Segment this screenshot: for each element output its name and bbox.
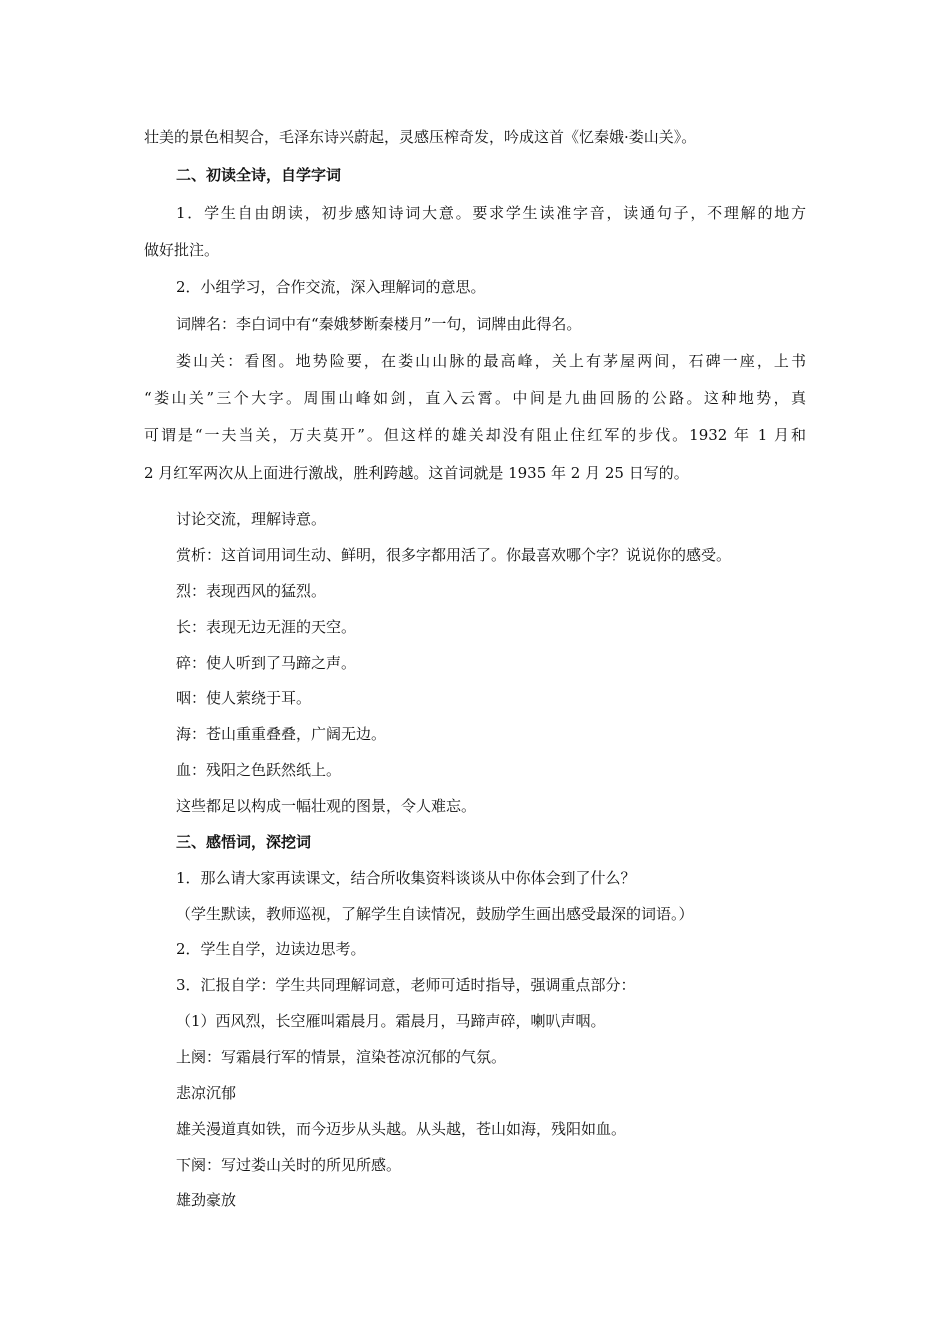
paragraph-line: 1．那么请大家再读课文，结合所收集资料谈谈从中你体会到了什么？ <box>176 869 636 887</box>
paragraph-line: 2 月红军两次从上面进行激战，胜利跨越。这首词就是 1935 年 2 月 25 日写的。 <box>144 464 689 482</box>
paragraph-line: 碎：使人听到了马蹄之声。 <box>176 654 357 672</box>
paragraph-line: 3．汇报自学：学生共同理解词意，老师可适时指导，强调重点部分： <box>176 976 636 994</box>
paragraph-line: “娄山关”三个大字。周围山峰如剑，直入云霄。中间是九曲回肠的公路。这种地势，真 <box>144 389 806 407</box>
paragraph-line: 悲凉沉郁 <box>176 1084 237 1102</box>
paragraph-line: 1．学生自由朗读，初步感知诗词大意。要求学生读准字音，读通句子，不理解的地方 <box>176 204 806 222</box>
paragraph-line: 血：残阳之色跃然纸上。 <box>176 761 342 779</box>
paragraph-line: 下阕：写过娄山关时的所见所感。 <box>176 1156 402 1174</box>
paragraph-line: 海：苍山重重叠叠，广阔无边。 <box>176 725 387 743</box>
paragraph-line: 2．学生自学，边读边思考。 <box>176 940 366 958</box>
paragraph-line: 咽：使人萦绕于耳。 <box>176 689 312 707</box>
paragraph-line: 雄劲豪放 <box>176 1191 237 1209</box>
paragraph-line: 做好批注。 <box>144 241 220 259</box>
paragraph-line: 雄关漫道真如铁，而今迈步从头越。从头越，苍山如海，残阳如血。 <box>176 1120 627 1138</box>
paragraph-line: 娄山关：看图。地势险要，在娄山山脉的最高峰，关上有茅屋两间，石碑一座，上书 <box>176 352 806 370</box>
paragraph-line: 烈：表现西风的猛烈。 <box>176 582 327 600</box>
paragraph-line: 这些都足以构成一幅壮观的图景，令人难忘。 <box>176 797 477 815</box>
paragraph-line: 讨论交流，理解诗意。 <box>176 510 327 528</box>
paragraph-line: （1）西风烈，长空雁叫霜晨月。霜晨月，马蹄声碎，喇叭声咽。 <box>176 1012 606 1030</box>
section-heading: 三、感悟词，深挖词 <box>176 833 312 851</box>
paragraph-line: 上阕：写霜晨行军的情景，渲染苍凉沉郁的气氛。 <box>176 1048 507 1066</box>
paragraph-line: 词牌名：李白词中有“秦娥梦断秦楼月”一句，词牌由此得名。 <box>176 315 582 333</box>
section-heading: 二、初读全诗，自学字词 <box>176 166 342 184</box>
paragraph-line: 壮美的景色相契合，毛泽东诗兴蔚起，灵感压榨奇发，吟成这首《忆秦娥·娄山关》。 <box>144 128 697 146</box>
paragraph-line: 赏析：这首词用词生动、鲜明，很多字都用活了。你最喜欢哪个字？说说你的感受。 <box>176 546 732 564</box>
paragraph-line: （学生默读，教师巡视，了解学生自读情况，鼓励学生画出感受最深的词语。） <box>176 905 694 923</box>
paragraph-line: 2．小组学习，合作交流，深入理解词的意思。 <box>176 278 486 296</box>
paragraph-line: 可谓是“一夫当关，万夫莫开”。但这样的雄关却没有阻止住红军的步伐。1932 年 1 月和 <box>144 426 806 444</box>
paragraph-line: 长：表现无边无涯的天空。 <box>176 618 357 636</box>
